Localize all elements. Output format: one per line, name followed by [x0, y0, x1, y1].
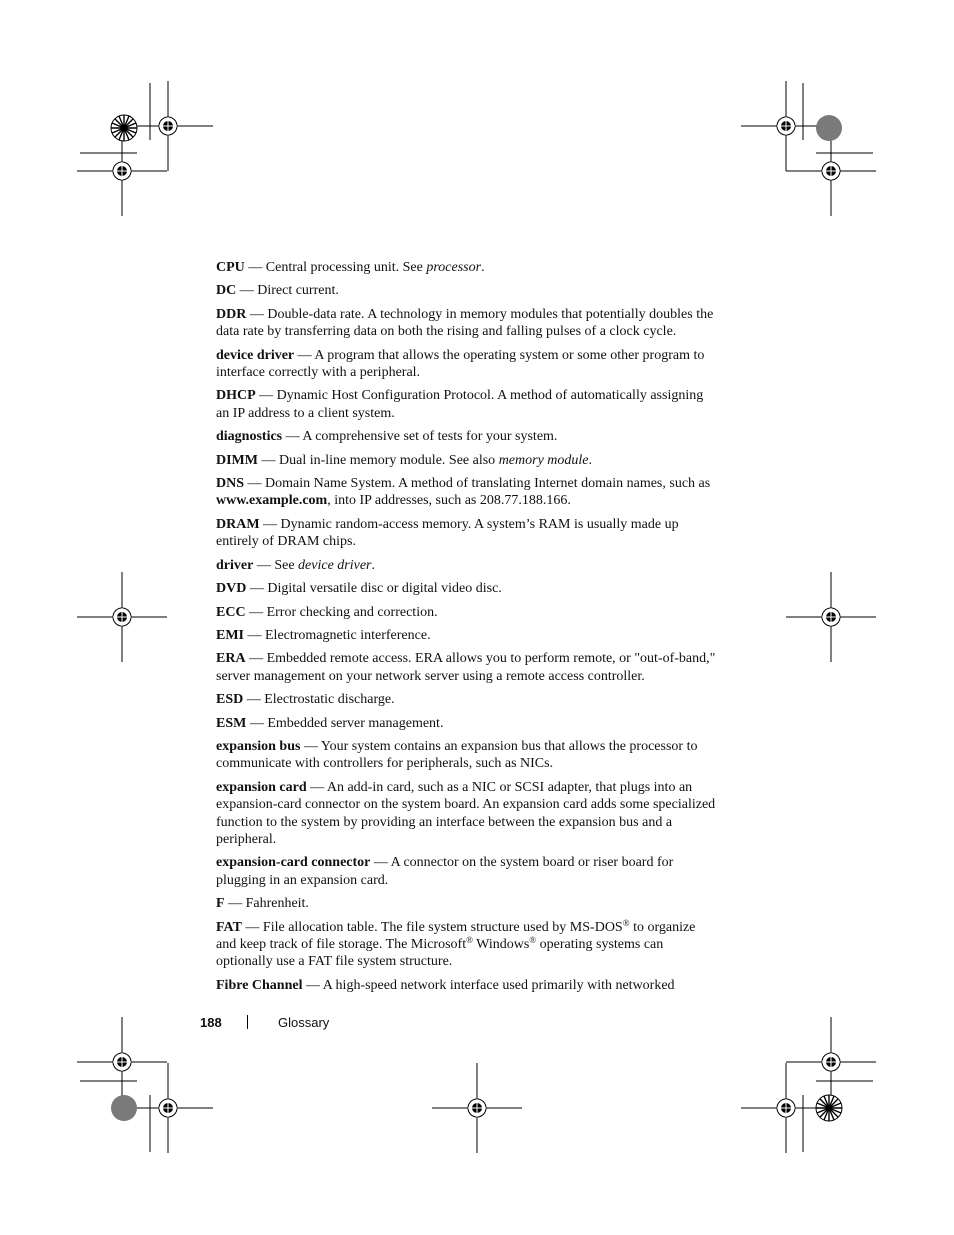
glossary-term: Fibre Channel: [216, 977, 303, 993]
term-separator: —: [245, 604, 267, 620]
term-separator: —: [302, 977, 323, 993]
registration-target-icon: [432, 1063, 522, 1153]
glossary-term: DC: [216, 283, 237, 299]
glossary-term: ERA: [216, 651, 246, 667]
term-separator: —: [244, 260, 266, 275]
term-separator: —: [255, 388, 277, 404]
definition-text: Embedded remote access. ERA allows you to perform remote, or "out-of-band," server management on your network server using a remote access controller.: [216, 651, 716, 684]
definition-text: Direct current.: [257, 283, 339, 299]
term-separator: —: [259, 516, 281, 532]
definition-text: operating systems can optionally use a FAT file system structure.: [216, 937, 664, 970]
definition-text: Windows: [472, 937, 530, 952]
term-separator: —: [246, 715, 268, 731]
definition-text: Error checking and correction.: [266, 604, 438, 620]
registered-mark: ®: [622, 917, 630, 928]
term-separator: —: [370, 855, 391, 871]
registered-mark: ®: [529, 935, 537, 945]
term-separator: —: [243, 692, 265, 708]
cross-reference: processor: [426, 260, 482, 275]
page-number: 188: [200, 1015, 222, 1030]
definition-text: Dynamic random-access memory. A system’s RAM is usually made up entirely of DRAM chips.: [216, 516, 679, 550]
term-separator: —: [236, 283, 258, 299]
term-separator: —: [300, 738, 321, 754]
glossary-term: ECC: [216, 604, 246, 620]
glossary-term: DNS: [216, 476, 245, 492]
glossary-term: F: [216, 896, 225, 912]
cross-reference: device driver: [298, 557, 372, 573]
registration-target-icon: [77, 572, 167, 662]
glossary-term: FAT: [216, 919, 242, 935]
definition-text: Dual in-line memory module. See also: [279, 452, 499, 468]
glossary-term: CPU: [216, 260, 245, 275]
star-target-icon: [816, 1095, 842, 1121]
registered-mark: ®: [466, 935, 473, 945]
glossary-term: ESD: [216, 692, 244, 708]
definition-text: Digital versatile disc or digital video disc.: [267, 581, 502, 597]
registration-target-icon: [786, 572, 876, 662]
registration-target-icon: [77, 1017, 167, 1107]
definition-text: A high-speed network interface used primarily with networked: [322, 977, 675, 993]
gray-patch-icon: [111, 1095, 137, 1121]
definition-text: www.example.com: [216, 493, 328, 509]
term-separator: —: [253, 557, 275, 573]
definition-text: Fahrenheit.: [245, 896, 309, 912]
definition-text: .: [371, 557, 376, 573]
glossary-term: DRAM: [216, 516, 260, 532]
definition-text: A comprehensive set of tests for your system.: [302, 429, 558, 445]
definition-text: A connector on the system board or riser board for plugging in an expansion card.: [216, 855, 674, 888]
definition-text: Your system contains an expansion bus that allows the processor to communicate with controllers for peripherals, such as NICs.: [216, 738, 698, 772]
star-target-icon: [111, 115, 137, 141]
term-separator: —: [245, 651, 267, 667]
definition-text: An add-in card, such as a NIC or SCSI adapter, that plugs into an expansion-card connector on the system board. An expansion card adds some specialized function to the system by providing an interface between the expansion bus and a peripheral.: [216, 779, 716, 847]
definition-text: .: [588, 452, 592, 468]
definition-text: Domain Name System. A method of translating Internet domain names, such as: [265, 476, 711, 492]
glossary-term: DDR: [216, 306, 247, 322]
term-separator: —: [282, 429, 303, 445]
definition-text: Electromagnetic interference.: [265, 627, 431, 643]
term-separator: —: [258, 452, 279, 468]
glossary-term: expansion-card connector: [216, 855, 371, 871]
glossary-term: EMI: [216, 627, 244, 643]
definition-text: Dynamic Host Configuration Protocol. A method of automatically assigning an IP address to a client system.: [216, 388, 704, 421]
glossary-term: DVD: [216, 581, 247, 597]
definition-text: Central processing unit. See: [265, 260, 427, 275]
glossary-term: driver: [216, 557, 254, 573]
term-separator: —: [246, 581, 268, 597]
definition-text: File allocation table. The file system structure used by MS-DOS: [262, 919, 623, 935]
term-separator: —: [241, 919, 263, 935]
gray-patch-icon: [816, 115, 842, 141]
term-separator: —: [306, 779, 327, 795]
glossary-term: expansion card: [216, 779, 307, 795]
glossary-term: DIMM: [216, 452, 258, 468]
registration-target-icon: [786, 1017, 876, 1107]
glossary-term: ESM: [216, 715, 247, 731]
glossary-term: diagnostics: [216, 429, 283, 445]
definition-text: Double-data rate. A technology in memory modules that potentially doubles the data rate by transferring data on both the rising and falling pulses of a clock cycle.: [216, 306, 714, 340]
definition-text: to organize and keep track of file storage. The Microsoft: [216, 919, 696, 952]
term-separator: —: [224, 896, 246, 912]
footer-section-title: Glossary: [278, 1015, 330, 1030]
cross-reference: memory module: [498, 452, 589, 468]
glossary-term: DHCP: [216, 388, 256, 404]
definition-text: Embedded server management.: [267, 715, 444, 731]
definition-text: .: [481, 260, 485, 275]
term-separator: —: [294, 347, 315, 363]
definition-text: , into IP addresses, such as 208.77.188.166.: [327, 493, 571, 509]
definition-text: See: [274, 557, 299, 573]
term-separator: —: [244, 627, 265, 643]
definition-text: A program that allows the operating system or some other program to interface correctly with a peripheral.: [216, 347, 705, 381]
definition-text: Electrostatic discharge.: [264, 692, 395, 708]
term-separator: —: [246, 306, 268, 322]
glossary-term: device driver: [216, 347, 295, 363]
glossary-term: expansion bus: [216, 738, 301, 754]
term-separator: —: [244, 476, 266, 492]
